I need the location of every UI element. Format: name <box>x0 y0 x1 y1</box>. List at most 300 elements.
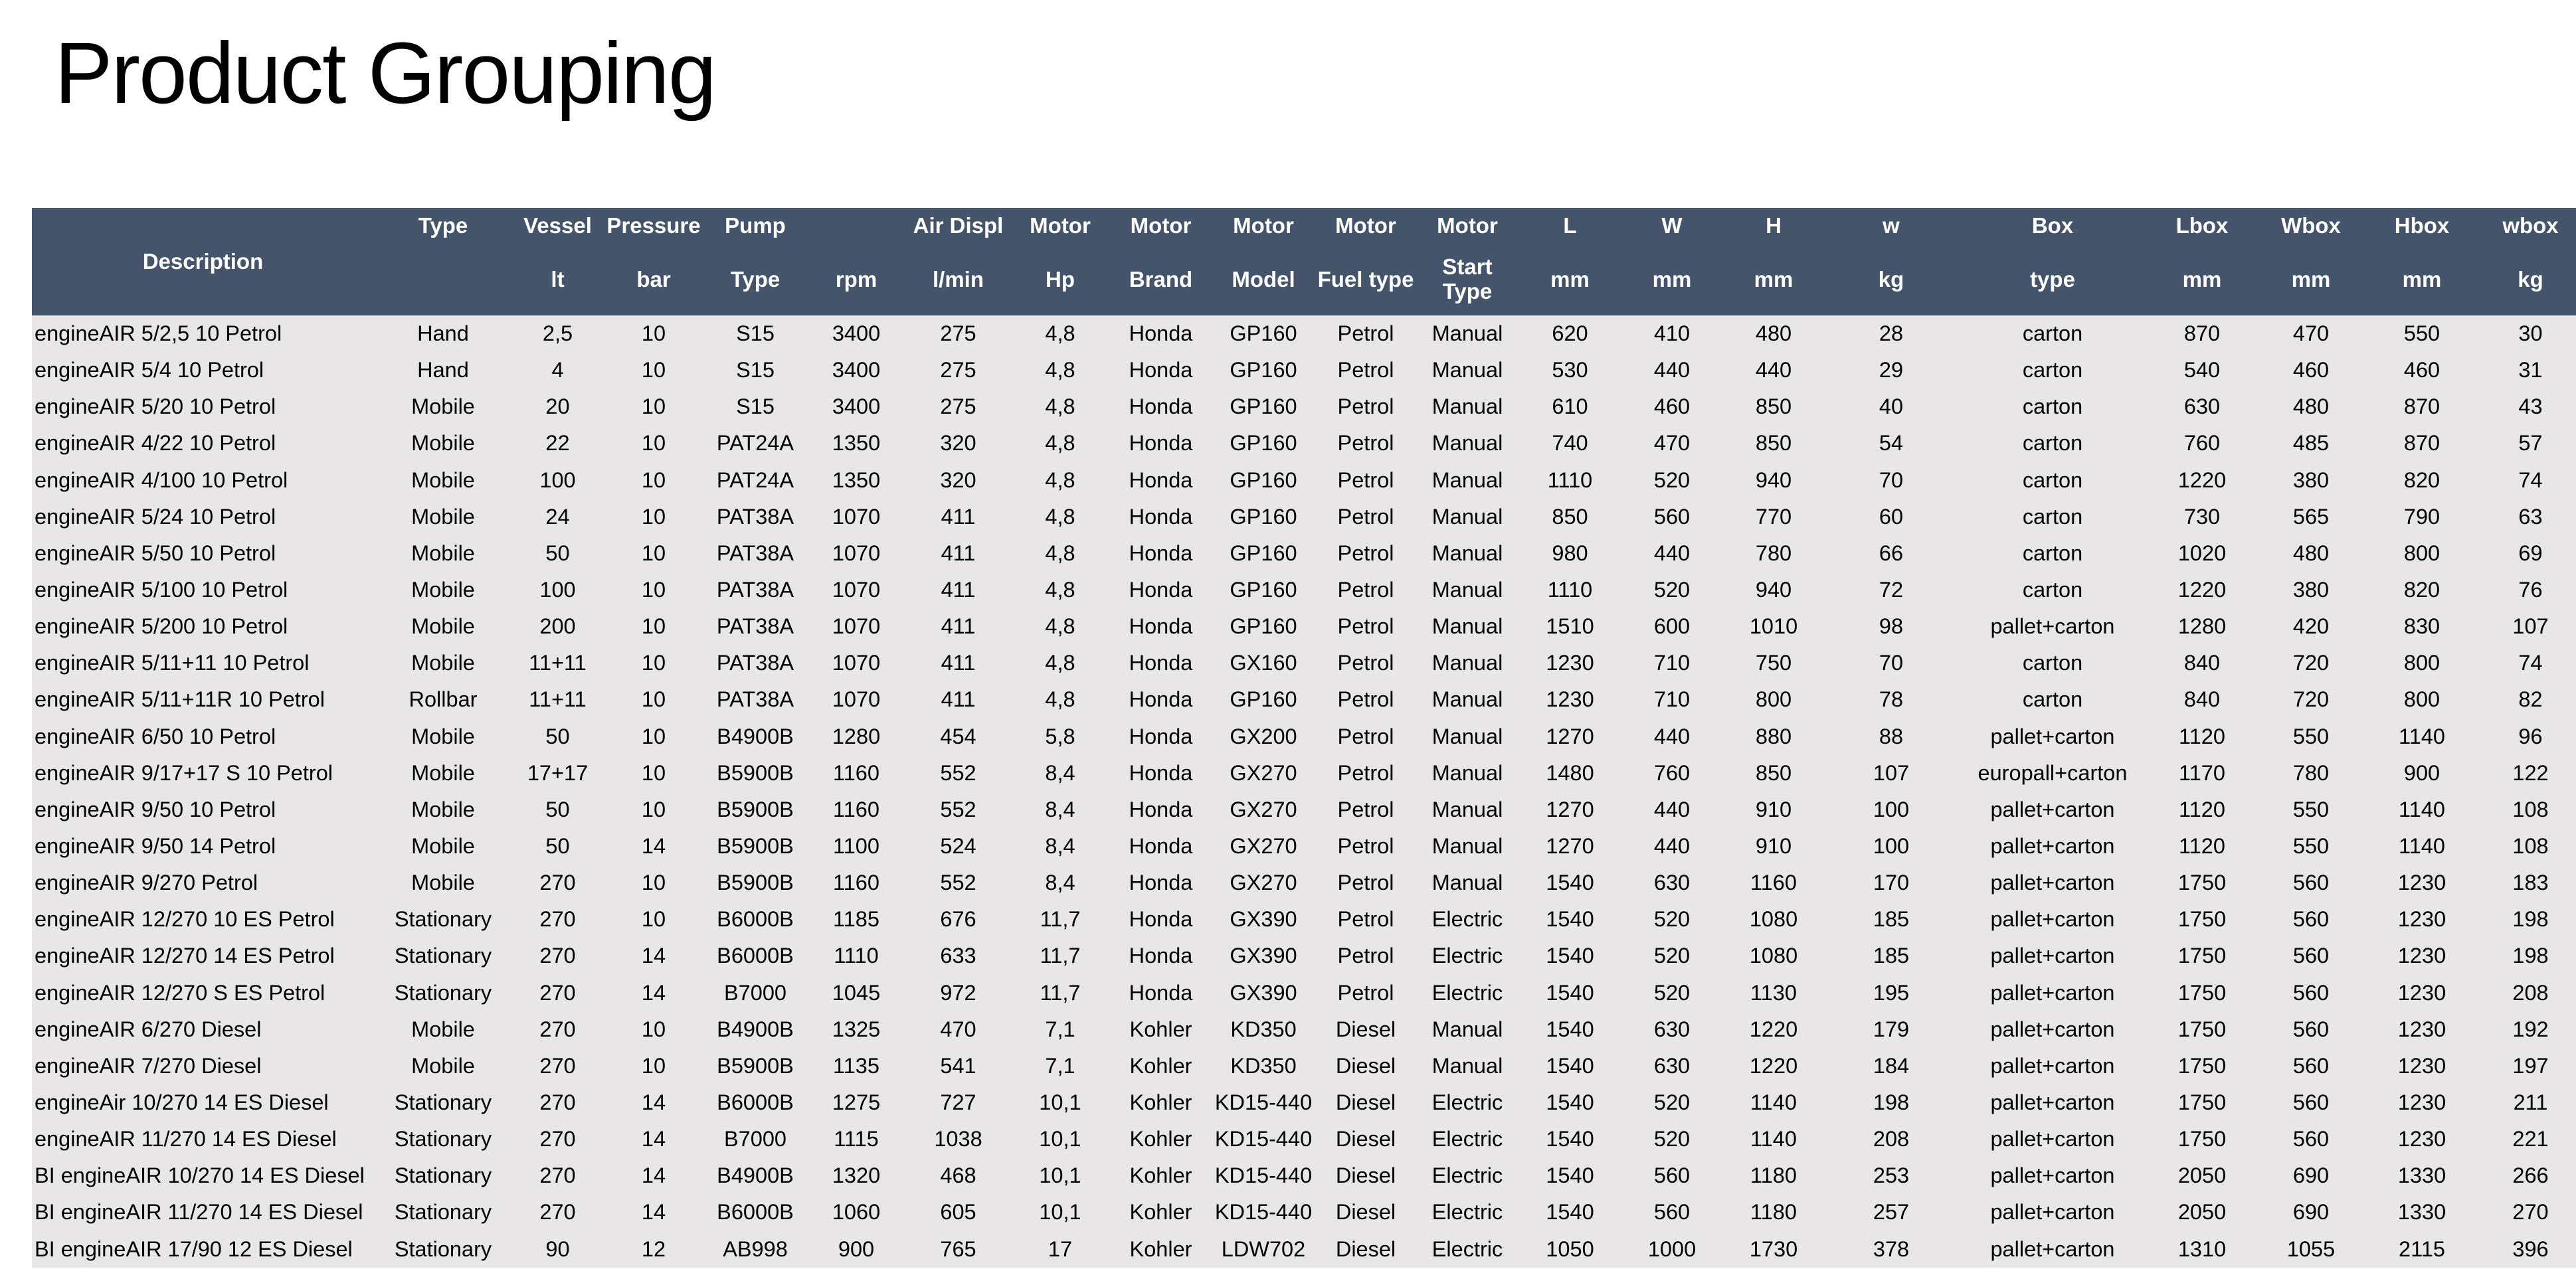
cell-motor-model: GX200 <box>1212 719 1315 755</box>
table-body <box>32 315 2576 1268</box>
cell-wbox: 560 <box>2256 1048 2365 1084</box>
cell-motor-brand: Kohler <box>1110 1194 1212 1231</box>
cell-weight: 72 <box>1825 572 1958 608</box>
cell-vessel: 270 <box>512 975 603 1011</box>
cell-rpm: 1275 <box>806 1084 906 1121</box>
cell-height: 1220 <box>1722 1048 1825 1084</box>
cell-motor-model: KD15-440 <box>1212 1121 1315 1157</box>
cell-type: Mobile <box>374 425 512 462</box>
cell-description: engineAIR 6/50 10 Petrol <box>32 719 374 755</box>
cell-height: 1180 <box>1722 1157 1825 1194</box>
cell-fuel-type: Petrol <box>1315 572 1416 608</box>
cell-pump: B5900B <box>704 1048 806 1084</box>
cell-hbox: 460 <box>2365 352 2478 388</box>
cell-type: Mobile <box>374 828 512 865</box>
cell-fuel-type: Diesel <box>1315 1011 1416 1048</box>
cell-box-type: pallet+carton <box>1958 1121 2148 1157</box>
cell-box-type: pallet+carton <box>1958 792 2148 828</box>
cell-length: 850 <box>1518 499 1621 535</box>
cell-air-displ: 320 <box>906 425 1010 462</box>
header-wbox-kg-unit: kg <box>2478 244 2576 315</box>
cell-start-type: Electric <box>1416 938 1518 974</box>
cell-hbox: 1330 <box>2365 1157 2478 1194</box>
cell-type: Mobile <box>374 535 512 572</box>
cell-vessel: 270 <box>512 938 603 974</box>
cell-air-displ: 411 <box>906 572 1010 608</box>
cell-motor-hp: 4,8 <box>1010 608 1110 645</box>
table-row <box>32 572 2576 608</box>
cell-hbox: 820 <box>2365 462 2478 499</box>
cell-air-displ: 524 <box>906 828 1010 865</box>
cell-motor-hp: 4,8 <box>1010 572 1110 608</box>
cell-type: Hand <box>374 352 512 388</box>
cell-type: Mobile <box>374 608 512 645</box>
cell-length: 1510 <box>1518 608 1621 645</box>
cell-width: 460 <box>1621 388 1722 425</box>
cell-vessel: 270 <box>512 901 603 938</box>
cell-motor-brand: Honda <box>1110 719 1212 755</box>
cell-motor-model: GP160 <box>1212 499 1315 535</box>
cell-length: 1540 <box>1518 1011 1621 1048</box>
cell-lbox: 1750 <box>2148 1048 2256 1084</box>
cell-vessel: 2,5 <box>512 315 603 352</box>
cell-description: engineAIR 5/200 10 Petrol <box>32 608 374 645</box>
cell-start-type: Manual <box>1416 535 1518 572</box>
cell-motor-model: KD350 <box>1212 1011 1315 1048</box>
cell-fuel-type: Petrol <box>1315 645 1416 681</box>
cell-motor-hp: 4,8 <box>1010 499 1110 535</box>
cell-motor-hp: 4,8 <box>1010 535 1110 572</box>
cell-weight: 185 <box>1825 901 1958 938</box>
cell-air-displ: 411 <box>906 608 1010 645</box>
cell-description: BI engineAIR 17/90 12 ES Diesel <box>32 1231 374 1268</box>
cell-vessel: 50 <box>512 792 603 828</box>
cell-wbox: 550 <box>2256 828 2365 865</box>
table-row <box>32 719 2576 755</box>
cell-type: Stationary <box>374 975 512 1011</box>
cell-pressure: 10 <box>603 865 704 901</box>
cell-length: 1540 <box>1518 1048 1621 1084</box>
cell-air-displ: 320 <box>906 462 1010 499</box>
cell-fuel-type: Petrol <box>1315 425 1416 462</box>
cell-fuel-type: Petrol <box>1315 608 1416 645</box>
cell-weight: 78 <box>1825 681 1958 718</box>
cell-wbox: 720 <box>2256 645 2365 681</box>
cell-lbox: 1280 <box>2148 608 2256 645</box>
cell-air-displ: 552 <box>906 865 1010 901</box>
cell-weight: 185 <box>1825 938 1958 974</box>
cell-motor-brand: Kohler <box>1110 1231 1212 1268</box>
cell-air-displ: 411 <box>906 645 1010 681</box>
cell-air-displ: 275 <box>906 388 1010 425</box>
cell-start-type: Manual <box>1416 572 1518 608</box>
cell-length: 1540 <box>1518 938 1621 974</box>
cell-wbox-kg: 96 <box>2478 719 2576 755</box>
cell-motor-brand: Honda <box>1110 938 1212 974</box>
cell-wbox: 560 <box>2256 1011 2365 1048</box>
cell-hbox: 1230 <box>2365 1048 2478 1084</box>
cell-height: 940 <box>1722 462 1825 499</box>
cell-rpm: 1060 <box>806 1194 906 1231</box>
cell-box-type: carton <box>1958 425 2148 462</box>
cell-width: 440 <box>1621 792 1722 828</box>
cell-type: Mobile <box>374 1048 512 1084</box>
cell-rpm: 1070 <box>806 681 906 718</box>
header-wbox-unit: mm <box>2256 244 2365 315</box>
cell-box-type: pallet+carton <box>1958 828 2148 865</box>
cell-lbox: 1750 <box>2148 938 2256 974</box>
cell-vessel: 20 <box>512 388 603 425</box>
cell-wbox: 380 <box>2256 572 2365 608</box>
cell-wbox: 480 <box>2256 535 2365 572</box>
header-lbox-unit: mm <box>2148 244 2256 315</box>
cell-length: 980 <box>1518 535 1621 572</box>
cell-length: 620 <box>1518 315 1621 352</box>
cell-wbox: 560 <box>2256 1084 2365 1121</box>
header-air-displ-unit: l/min <box>906 244 1010 315</box>
cell-air-displ: 552 <box>906 755 1010 792</box>
cell-pressure: 10 <box>603 645 704 681</box>
cell-wbox-kg: 30 <box>2478 315 2576 352</box>
cell-motor-hp: 8,4 <box>1010 865 1110 901</box>
cell-vessel: 270 <box>512 1084 603 1121</box>
cell-box-type: pallet+carton <box>1958 1084 2148 1121</box>
header-height-top: H <box>1722 208 1825 244</box>
cell-width: 710 <box>1621 645 1722 681</box>
cell-hbox: 800 <box>2365 645 2478 681</box>
header-width-unit: mm <box>1621 244 1722 315</box>
cell-pressure: 10 <box>603 499 704 535</box>
cell-width: 600 <box>1621 608 1722 645</box>
cell-fuel-type: Petrol <box>1315 938 1416 974</box>
cell-wbox: 560 <box>2256 975 2365 1011</box>
cell-pressure: 14 <box>603 975 704 1011</box>
cell-air-displ: 411 <box>906 681 1010 718</box>
cell-air-displ: 541 <box>906 1048 1010 1084</box>
cell-width: 710 <box>1621 681 1722 718</box>
cell-wbox-kg: 221 <box>2478 1121 2576 1157</box>
cell-weight: 70 <box>1825 645 1958 681</box>
cell-weight: 107 <box>1825 755 1958 792</box>
table-row <box>32 1231 2576 1268</box>
cell-rpm: 1115 <box>806 1121 906 1157</box>
cell-weight: 60 <box>1825 499 1958 535</box>
cell-fuel-type: Petrol <box>1315 828 1416 865</box>
cell-weight: 88 <box>1825 719 1958 755</box>
cell-box-type: carton <box>1958 645 2148 681</box>
cell-hbox: 1140 <box>2365 828 2478 865</box>
cell-motor-hp: 4,8 <box>1010 425 1110 462</box>
table-row <box>32 755 2576 792</box>
cell-pressure: 10 <box>603 792 704 828</box>
cell-box-type: pallet+carton <box>1958 1231 2148 1268</box>
cell-box-type: pallet+carton <box>1958 608 2148 645</box>
cell-start-type: Manual <box>1416 1011 1518 1048</box>
cell-motor-brand: Kohler <box>1110 1084 1212 1121</box>
cell-pressure: 10 <box>603 755 704 792</box>
cell-motor-brand: Honda <box>1110 352 1212 388</box>
cell-vessel: 4 <box>512 352 603 388</box>
table-row <box>32 1194 2576 1231</box>
cell-fuel-type: Petrol <box>1315 975 1416 1011</box>
cell-pump: B6000B <box>704 938 806 974</box>
cell-wbox-kg: 197 <box>2478 1048 2576 1084</box>
cell-motor-model: GP160 <box>1212 608 1315 645</box>
cell-height: 1080 <box>1722 901 1825 938</box>
cell-motor-brand: Honda <box>1110 535 1212 572</box>
cell-length: 1540 <box>1518 1084 1621 1121</box>
cell-pressure: 14 <box>603 1194 704 1231</box>
cell-height: 1730 <box>1722 1231 1825 1268</box>
cell-start-type: Electric <box>1416 1157 1518 1194</box>
cell-wbox-kg: 108 <box>2478 792 2576 828</box>
cell-box-type: europall+carton <box>1958 755 2148 792</box>
cell-type: Hand <box>374 315 512 352</box>
cell-hbox: 1230 <box>2365 901 2478 938</box>
cell-pressure: 10 <box>603 681 704 718</box>
cell-motor-brand: Kohler <box>1110 1157 1212 1194</box>
cell-wbox-kg: 63 <box>2478 499 2576 535</box>
cell-lbox: 1750 <box>2148 1121 2256 1157</box>
cell-length: 610 <box>1518 388 1621 425</box>
cell-wbox-kg: 82 <box>2478 681 2576 718</box>
cell-pressure: 10 <box>603 388 704 425</box>
cell-motor-model: KD15-440 <box>1212 1084 1315 1121</box>
cell-hbox: 830 <box>2365 608 2478 645</box>
cell-hbox: 2115 <box>2365 1231 2478 1268</box>
cell-motor-hp: 4,8 <box>1010 315 1110 352</box>
cell-motor-brand: Honda <box>1110 499 1212 535</box>
cell-motor-hp: 11,7 <box>1010 901 1110 938</box>
header-fuel-type-unit: Fuel type <box>1315 244 1416 315</box>
header-height-unit: mm <box>1722 244 1825 315</box>
cell-box-type: carton <box>1958 572 2148 608</box>
table-row <box>32 938 2576 974</box>
cell-pressure: 14 <box>603 1084 704 1121</box>
cell-box-type: pallet+carton <box>1958 901 2148 938</box>
cell-description: engineAIR 5/50 10 Petrol <box>32 535 374 572</box>
cell-length: 1540 <box>1518 975 1621 1011</box>
cell-description: engineAIR 4/22 10 Petrol <box>32 425 374 462</box>
cell-fuel-type: Diesel <box>1315 1048 1416 1084</box>
cell-vessel: 50 <box>512 719 603 755</box>
cell-motor-hp: 7,1 <box>1010 1048 1110 1084</box>
cell-fuel-type: Petrol <box>1315 462 1416 499</box>
table-row <box>32 462 2576 499</box>
cell-rpm: 900 <box>806 1231 906 1268</box>
cell-rpm: 1070 <box>806 572 906 608</box>
product-table <box>32 208 2576 1268</box>
cell-height: 770 <box>1722 499 1825 535</box>
cell-type: Mobile <box>374 645 512 681</box>
cell-motor-hp: 5,8 <box>1010 719 1110 755</box>
cell-motor-brand: Kohler <box>1110 1011 1212 1048</box>
cell-box-type: carton <box>1958 352 2148 388</box>
cell-lbox: 1120 <box>2148 828 2256 865</box>
cell-start-type: Manual <box>1416 792 1518 828</box>
cell-weight: 29 <box>1825 352 1958 388</box>
cell-pump: PAT38A <box>704 645 806 681</box>
cell-wbox: 1055 <box>2256 1231 2365 1268</box>
cell-width: 520 <box>1621 1121 1722 1157</box>
cell-rpm: 1070 <box>806 608 906 645</box>
cell-weight: 184 <box>1825 1048 1958 1084</box>
cell-motor-brand: Honda <box>1110 755 1212 792</box>
header-length-unit: mm <box>1518 244 1621 315</box>
cell-air-displ: 470 <box>906 1011 1010 1048</box>
cell-rpm: 3400 <box>806 352 906 388</box>
cell-width: 520 <box>1621 1084 1722 1121</box>
cell-description: engineAIR 5/20 10 Petrol <box>32 388 374 425</box>
table-row <box>32 645 2576 681</box>
cell-start-type: Manual <box>1416 681 1518 718</box>
cell-lbox: 1220 <box>2148 462 2256 499</box>
cell-length: 1540 <box>1518 865 1621 901</box>
cell-motor-hp: 4,8 <box>1010 681 1110 718</box>
cell-start-type: Electric <box>1416 975 1518 1011</box>
cell-width: 440 <box>1621 719 1722 755</box>
cell-rpm: 1135 <box>806 1048 906 1084</box>
cell-lbox: 1750 <box>2148 901 2256 938</box>
cell-type: Stationary <box>374 1084 512 1121</box>
cell-height: 1140 <box>1722 1121 1825 1157</box>
cell-rpm: 1320 <box>806 1157 906 1194</box>
cell-width: 520 <box>1621 572 1722 608</box>
cell-wbox: 780 <box>2256 755 2365 792</box>
cell-start-type: Manual <box>1416 499 1518 535</box>
cell-motor-hp: 8,4 <box>1010 755 1110 792</box>
cell-rpm: 1100 <box>806 828 906 865</box>
cell-type: Mobile <box>374 462 512 499</box>
cell-motor-brand: Honda <box>1110 608 1212 645</box>
cell-start-type: Manual <box>1416 719 1518 755</box>
cell-height: 1080 <box>1722 938 1825 974</box>
cell-description: BI engineAIR 10/270 14 ES Diesel <box>32 1157 374 1194</box>
cell-height: 1130 <box>1722 975 1825 1011</box>
cell-motor-hp: 10,1 <box>1010 1194 1110 1231</box>
header-type-top: Type <box>374 208 512 244</box>
cell-air-displ: 411 <box>906 499 1010 535</box>
cell-rpm: 1045 <box>806 975 906 1011</box>
cell-motor-model: GX270 <box>1212 865 1315 901</box>
header-pump-top: Pump <box>704 208 806 244</box>
cell-height: 1160 <box>1722 865 1825 901</box>
cell-pump: B7000 <box>704 975 806 1011</box>
cell-wbox-kg: 43 <box>2478 388 2576 425</box>
cell-pump: B4900B <box>704 719 806 755</box>
cell-box-type: carton <box>1958 315 2148 352</box>
cell-motor-model: GX270 <box>1212 828 1315 865</box>
cell-description: engineAIR 5/2,5 10 Petrol <box>32 315 374 352</box>
cell-width: 760 <box>1621 755 1722 792</box>
cell-pump: B5900B <box>704 755 806 792</box>
cell-lbox: 730 <box>2148 499 2256 535</box>
cell-hbox: 870 <box>2365 425 2478 462</box>
table-row <box>32 1048 2576 1084</box>
cell-motor-model: GP160 <box>1212 535 1315 572</box>
cell-start-type: Electric <box>1416 1121 1518 1157</box>
cell-weight: 98 <box>1825 608 1958 645</box>
cell-wbox: 550 <box>2256 792 2365 828</box>
cell-height: 940 <box>1722 572 1825 608</box>
cell-air-displ: 275 <box>906 352 1010 388</box>
cell-motor-brand: Honda <box>1110 865 1212 901</box>
cell-motor-model: GP160 <box>1212 425 1315 462</box>
cell-type: Mobile <box>374 719 512 755</box>
header-motor-brand-unit: Brand <box>1110 244 1212 315</box>
cell-fuel-type: Diesel <box>1315 1231 1416 1268</box>
cell-wbox: 470 <box>2256 315 2365 352</box>
cell-motor-brand: Honda <box>1110 975 1212 1011</box>
cell-lbox: 840 <box>2148 681 2256 718</box>
cell-wbox-kg: 198 <box>2478 901 2576 938</box>
cell-type: Stationary <box>374 1231 512 1268</box>
cell-fuel-type: Petrol <box>1315 901 1416 938</box>
cell-description: engineAIR 9/270 Petrol <box>32 865 374 901</box>
header-pump-unit: Type <box>704 244 806 315</box>
cell-wbox: 560 <box>2256 938 2365 974</box>
cell-wbox-kg: 270 <box>2478 1194 2576 1231</box>
table-row <box>32 1157 2576 1194</box>
cell-height: 780 <box>1722 535 1825 572</box>
cell-lbox: 1220 <box>2148 572 2256 608</box>
cell-width: 440 <box>1621 535 1722 572</box>
cell-wbox: 485 <box>2256 425 2365 462</box>
cell-motor-model: GX160 <box>1212 645 1315 681</box>
header-row-top <box>32 208 2576 244</box>
cell-description: engineAIR 12/270 10 ES Petrol <box>32 901 374 938</box>
cell-width: 520 <box>1621 901 1722 938</box>
cell-pump: PAT38A <box>704 499 806 535</box>
cell-motor-brand: Honda <box>1110 425 1212 462</box>
cell-pressure: 10 <box>603 1048 704 1084</box>
cell-vessel: 11+11 <box>512 645 603 681</box>
cell-hbox: 1330 <box>2365 1194 2478 1231</box>
cell-motor-hp: 4,8 <box>1010 388 1110 425</box>
cell-air-displ: 468 <box>906 1157 1010 1194</box>
cell-pressure: 10 <box>603 572 704 608</box>
cell-air-displ: 727 <box>906 1084 1010 1121</box>
cell-motor-brand: Honda <box>1110 681 1212 718</box>
cell-rpm: 1160 <box>806 792 906 828</box>
cell-motor-model: GX270 <box>1212 755 1315 792</box>
table-row <box>32 975 2576 1011</box>
cell-motor-brand: Honda <box>1110 828 1212 865</box>
cell-pump: B7000 <box>704 1121 806 1157</box>
cell-pump: S15 <box>704 352 806 388</box>
cell-box-type: pallet+carton <box>1958 1157 2148 1194</box>
cell-start-type: Manual <box>1416 462 1518 499</box>
cell-height: 750 <box>1722 645 1825 681</box>
cell-box-type: pallet+carton <box>1958 865 2148 901</box>
cell-weight: 170 <box>1825 865 1958 901</box>
cell-motor-brand: Kohler <box>1110 1048 1212 1084</box>
cell-box-type: pallet+carton <box>1958 975 2148 1011</box>
table-row <box>32 499 2576 535</box>
cell-width: 410 <box>1621 315 1722 352</box>
cell-air-displ: 1038 <box>906 1121 1010 1157</box>
cell-start-type: Manual <box>1416 425 1518 462</box>
cell-pump: AB998 <box>704 1231 806 1268</box>
cell-motor-model: KD350 <box>1212 1048 1315 1084</box>
cell-hbox: 1230 <box>2365 1121 2478 1157</box>
cell-rpm: 1070 <box>806 645 906 681</box>
cell-wbox: 560 <box>2256 901 2365 938</box>
cell-wbox: 560 <box>2256 1121 2365 1157</box>
cell-pressure: 14 <box>603 938 704 974</box>
cell-description: engineAIR 7/270 Diesel <box>32 1048 374 1084</box>
cell-box-type: carton <box>1958 462 2148 499</box>
